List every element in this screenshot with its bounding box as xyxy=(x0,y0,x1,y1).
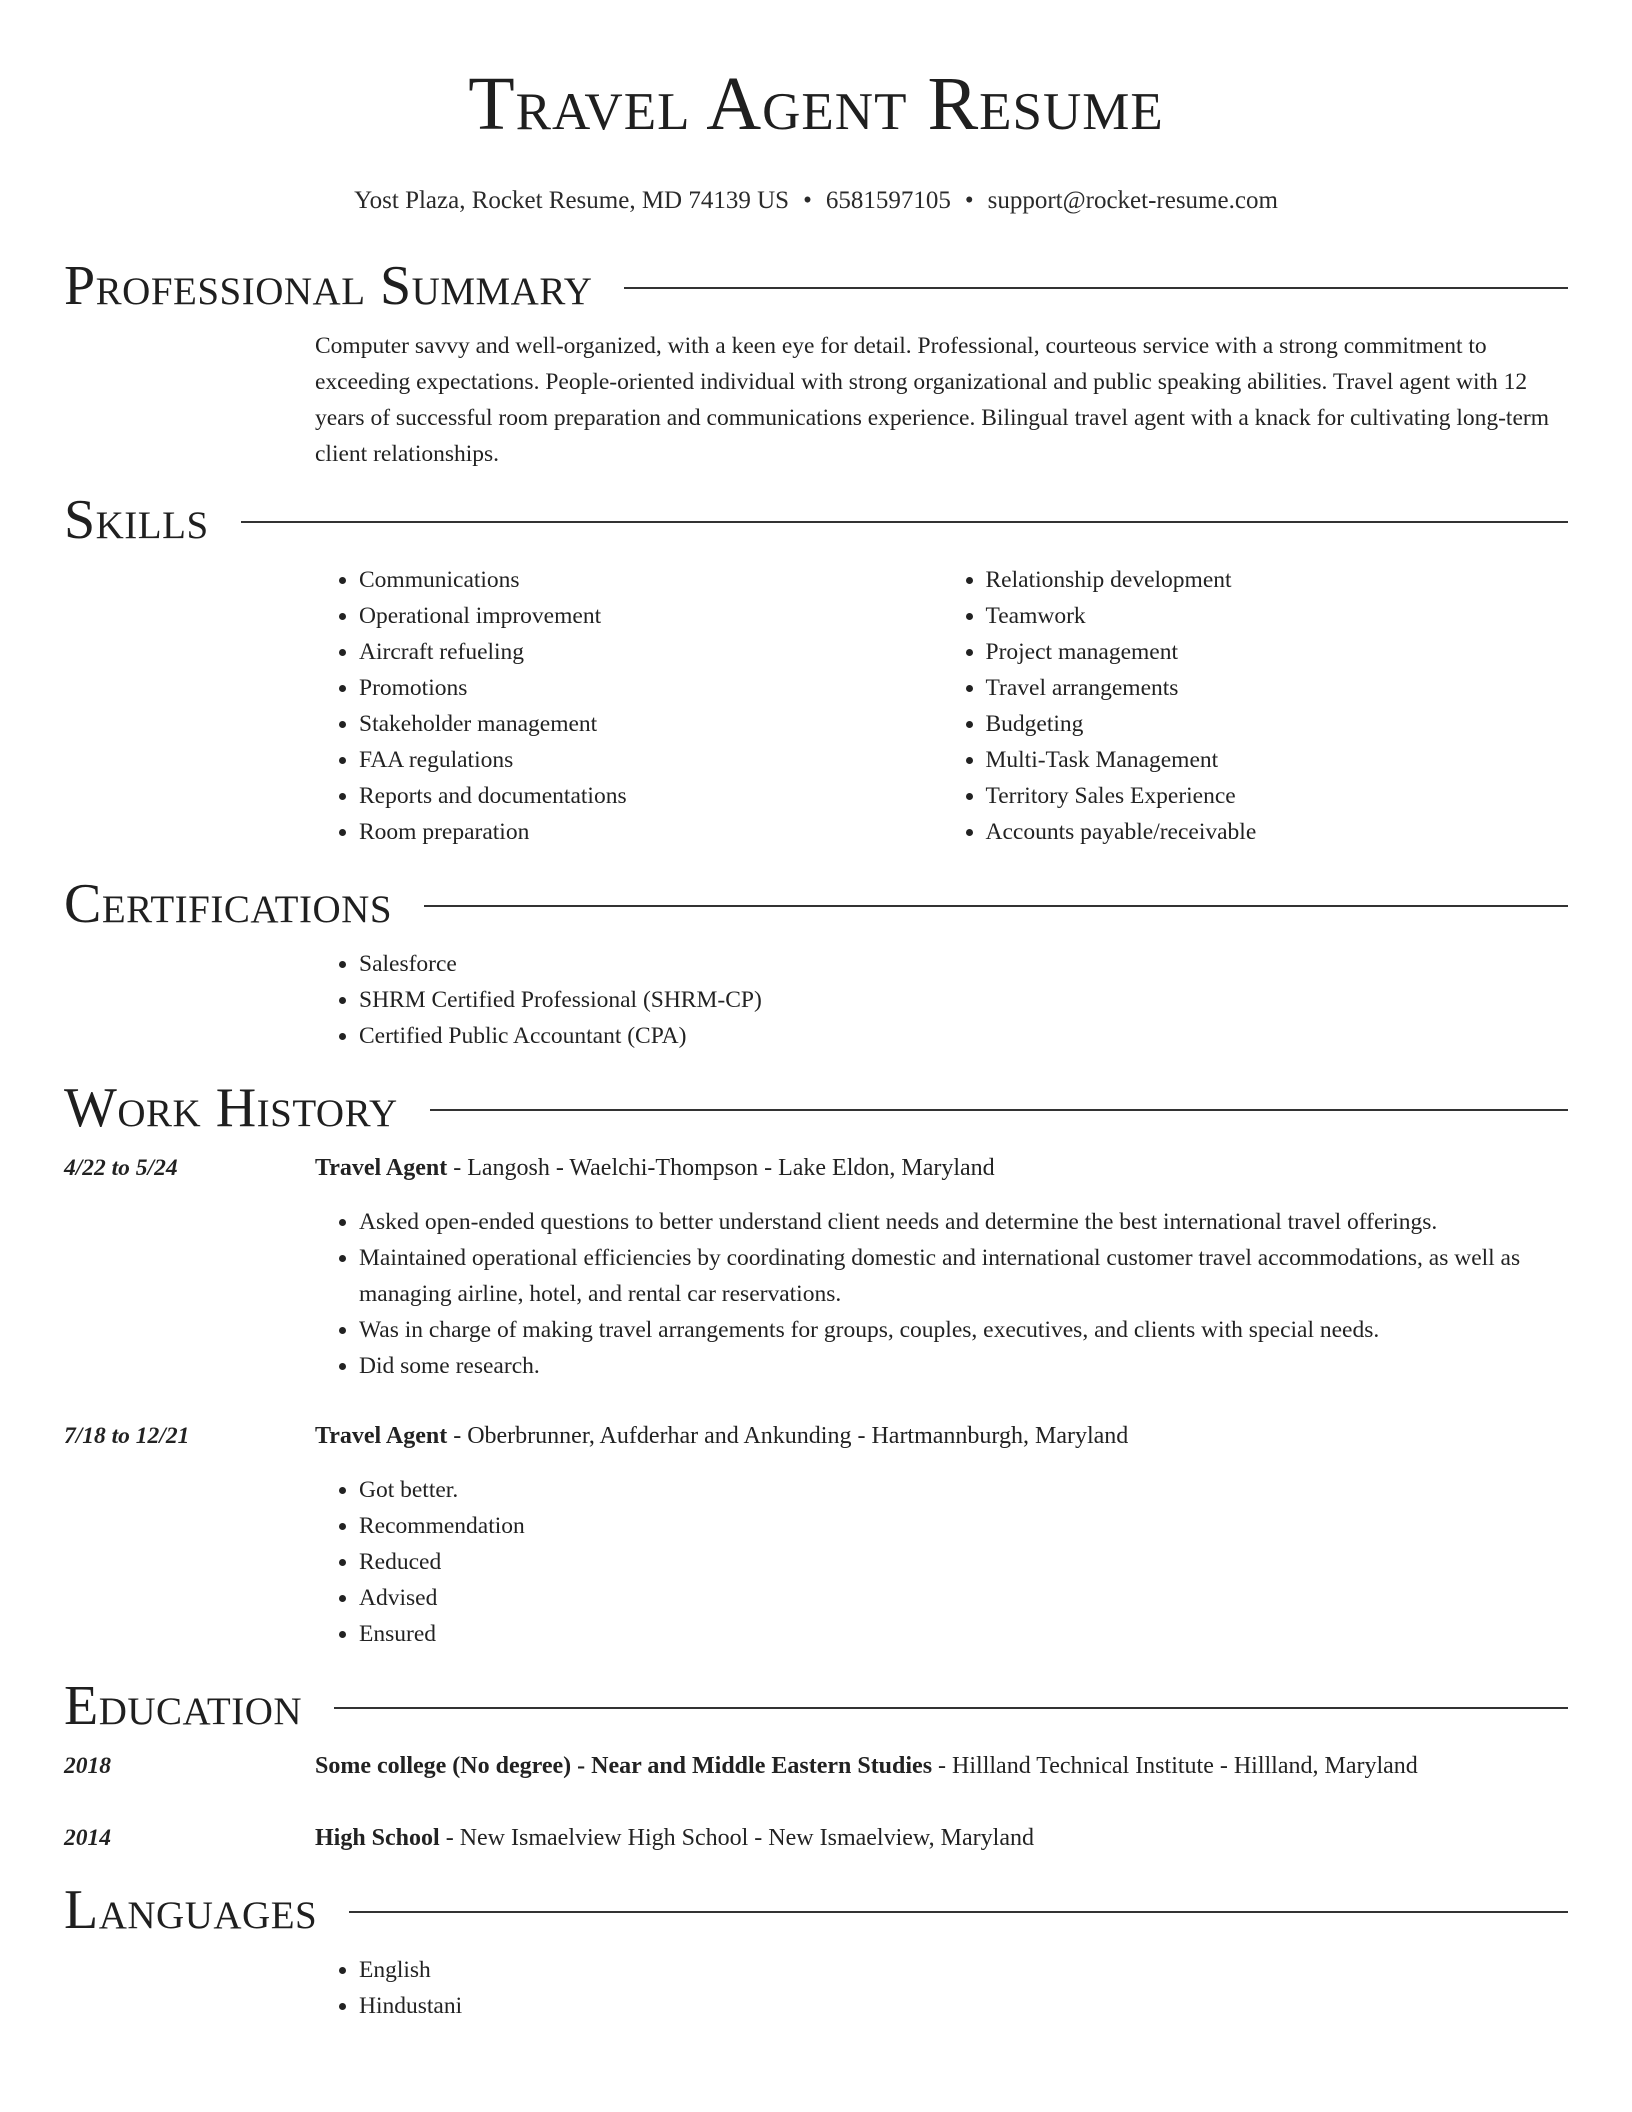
certification-item: • SHRM Certified Professional (SHRM-CP) xyxy=(359,982,1568,1018)
language-item: • English xyxy=(359,1952,1568,1988)
job-bullet: • Reduced xyxy=(359,1544,1568,1580)
skills-body xyxy=(315,562,1568,850)
section-title-work: Work History xyxy=(64,1077,398,1139)
contact-separator: • xyxy=(803,187,812,214)
job-title: Travel Agent xyxy=(315,1423,448,1449)
skill-item: • Room preparation xyxy=(359,814,942,850)
skill-item: • FAA regulations xyxy=(359,742,942,778)
address: Yost Plaza, Rocket Resume, MD 74139 US xyxy=(354,187,790,214)
section-divider xyxy=(624,287,1568,289)
skill-item: • Territory Sales Experience xyxy=(986,778,1569,814)
section-header-languages xyxy=(64,1880,1568,1940)
section-header-education xyxy=(64,1676,1568,1736)
job-heading xyxy=(315,1418,1568,1454)
skills-columns xyxy=(315,562,1568,850)
certifications-body xyxy=(315,946,1568,1054)
contact-line xyxy=(64,184,1568,218)
skills-list-left xyxy=(315,562,942,850)
skill-item: • Travel arrangements xyxy=(986,670,1569,706)
education-year: 2018 xyxy=(64,1753,111,1779)
job-details: - Langosh - Waelchi-Thompson - Lake Eldon, Maryland xyxy=(447,1155,995,1181)
job-bullet: • Advised xyxy=(359,1580,1568,1616)
job-heading xyxy=(315,1150,1568,1186)
education-title: Some college (No degree) - Near and Middle Eastern Studies xyxy=(315,1753,933,1779)
job-content xyxy=(315,1150,1568,1384)
section-divider xyxy=(334,1707,1568,1709)
section-divider xyxy=(349,1911,1568,1913)
certification-item: • Certified Public Accountant (CPA) xyxy=(359,1018,1568,1054)
skill-item: • Aircraft refueling xyxy=(359,634,942,670)
job-bullet: • Got better. xyxy=(359,1472,1568,1508)
skill-item: • Multi-Task Management xyxy=(986,742,1569,778)
job-entry xyxy=(64,1150,1568,1384)
job-bullet: • Asked open-ended questions to better understand client needs and determine the best international travel offerings. xyxy=(359,1204,1568,1240)
skill-item: • Project management xyxy=(986,634,1569,670)
job-title: Travel Agent xyxy=(315,1155,448,1181)
education-entry xyxy=(64,1748,1568,1784)
section-divider xyxy=(424,905,1568,907)
job-bullet: • Ensured xyxy=(359,1616,1568,1652)
job-dates: 7/18 to 12/21 xyxy=(64,1423,190,1449)
education-content xyxy=(315,1748,1568,1784)
section-header-work xyxy=(64,1078,1568,1138)
section-header-certifications xyxy=(64,874,1568,934)
resume-title: Travel Agent Resume xyxy=(468,62,1164,146)
email: support@rocket-resume.com xyxy=(987,187,1278,214)
job-entry xyxy=(64,1418,1568,1652)
section-title-languages: Languages xyxy=(64,1879,318,1941)
skills-list-right xyxy=(942,562,1569,850)
contact-separator: • xyxy=(964,187,974,214)
job-bullets xyxy=(315,1472,1568,1652)
job-details: - Oberbrunner, Aufderhar and Ankunding - Hartmannburgh, Maryland xyxy=(447,1423,1129,1449)
section-title-education: Education xyxy=(64,1675,303,1737)
language-item: • Hindustani xyxy=(359,1988,1568,2024)
section-title-summary: Professional Summary xyxy=(64,255,593,317)
skill-item: • Teamwork xyxy=(986,598,1569,634)
job-bullet: • Recommendation xyxy=(359,1508,1568,1544)
section-title-skills: Skills xyxy=(64,489,209,551)
certifications-list xyxy=(315,946,1568,1054)
job-bullets xyxy=(315,1204,1568,1384)
job-bullet: • Was in charge of making travel arrangements for groups, couples, executives, and clients with special needs. xyxy=(359,1312,1568,1348)
skill-item: • Stakeholder management xyxy=(359,706,942,742)
skill-item: • Reports and documentations xyxy=(359,778,942,814)
languages-body xyxy=(315,1952,1568,2024)
phone: 6581597105 xyxy=(825,187,951,214)
education-content xyxy=(315,1820,1568,1856)
certification-item: • Salesforce xyxy=(359,946,1568,982)
job-bullet: • Did some research. xyxy=(359,1348,1568,1384)
summary-text: Computer savvy and well-organized, with a keen eye for detail. Professional, courteous service with a strong commitment to exceeding expectations. People-oriented individual with strong organizational and public speaking abilities. Travel agent with 12 years of successful room preparation and communications experience. Bilingual travel agent with a knack for cultivating long-term client relationships. xyxy=(315,333,1549,467)
section-header-skills xyxy=(64,490,1568,550)
skill-item: • Promotions xyxy=(359,670,942,706)
education-year: 2014 xyxy=(64,1825,111,1851)
education-title: High School xyxy=(315,1825,440,1851)
skill-item: • Budgeting xyxy=(986,706,1569,742)
job-dates: 4/22 to 5/24 xyxy=(64,1155,178,1181)
section-header-summary xyxy=(64,256,1568,316)
section-title-certifications: Certifications xyxy=(64,873,393,935)
section-divider xyxy=(241,521,1568,523)
job-content xyxy=(315,1418,1568,1652)
education-details: - New Ismaelview High School - New Ismaelview, Maryland xyxy=(439,1825,1034,1851)
job-bullet: • Maintained operational efficiencies by coordinating domestic and international customer travel accommodations, as well as managing airline, hotel, and rental car reservations. xyxy=(359,1240,1568,1312)
skill-item: • Accounts payable/receivable xyxy=(986,814,1569,850)
summary-body xyxy=(315,328,1568,472)
skill-item: • Communications xyxy=(359,562,942,598)
education-details: - Hillland Technical Institute - Hillland, Maryland xyxy=(932,1753,1418,1779)
languages-list xyxy=(315,1952,1568,2024)
resume-page xyxy=(64,0,1568,2024)
section-divider xyxy=(430,1109,1568,1111)
skill-item: • Operational improvement xyxy=(359,598,942,634)
skill-item: • Relationship development xyxy=(986,562,1569,598)
education-entry xyxy=(64,1820,1568,1856)
